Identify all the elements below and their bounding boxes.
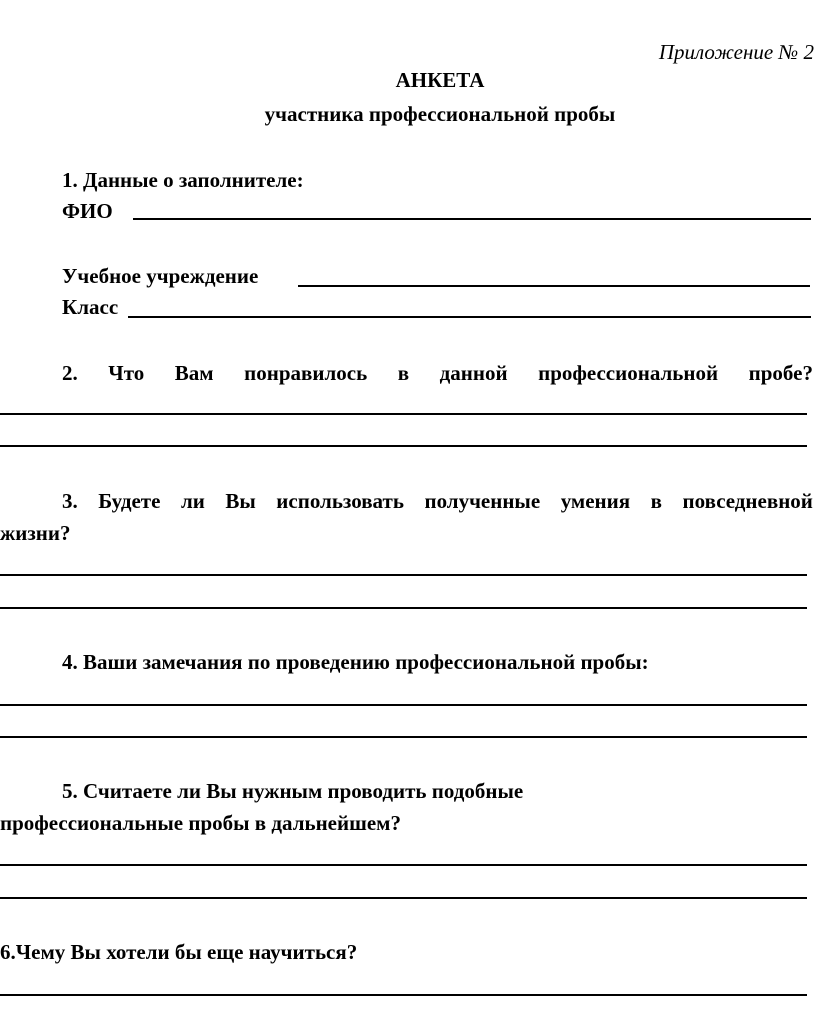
question-4: 4. Ваши замечания по проведению профессиональной пробы: — [62, 650, 649, 674]
q3-word: Вы — [225, 489, 256, 513]
question-3-line-2: жизни? — [0, 521, 71, 545]
q3-word: повседневной — [682, 489, 813, 513]
q3-answer-line[interactable] — [0, 574, 807, 576]
question-5-line-1: 5. Считаете ли Вы нужным проводить подобные — [62, 779, 524, 803]
q2-answer-line[interactable] — [0, 413, 807, 415]
q2-word: 2. — [62, 361, 78, 385]
q3-word: Будете — [98, 489, 161, 513]
fio-field-line[interactable] — [133, 218, 811, 220]
q5-answer-line[interactable] — [0, 864, 807, 866]
institution-label: Учебное учреждение — [62, 264, 259, 288]
q4-answer-line[interactable] — [0, 736, 807, 738]
q3-word: полученные — [424, 489, 541, 513]
class-label: Класс — [62, 295, 119, 319]
question-3 — [62, 491, 813, 512]
q2-word: данной — [439, 361, 508, 385]
q2-answer-line[interactable] — [0, 445, 807, 447]
question-2 — [62, 363, 813, 384]
q3-word: в — [650, 489, 662, 513]
class-field-line[interactable] — [128, 316, 811, 318]
q3-answer-line[interactable] — [0, 607, 807, 609]
q2-word: в — [397, 361, 410, 385]
q3-word: 3. — [62, 489, 78, 513]
question-5-line-2: профессиональные пробы в дальнейшем? — [0, 811, 401, 835]
q3-word: ли — [180, 489, 205, 513]
appendix-label: Приложение № 2 — [658, 40, 814, 64]
institution-field-line[interactable] — [298, 285, 810, 287]
form-title: АНКЕТА — [395, 68, 485, 92]
q6-answer-line[interactable] — [0, 994, 807, 996]
q3-word: использовать — [276, 489, 404, 513]
q2-word: Что — [108, 361, 145, 385]
q2-word: понравилось — [244, 361, 368, 385]
section-1-heading: 1. Данные о заполнителе: — [62, 168, 304, 192]
q2-word: пробе? — [748, 361, 813, 385]
q5-answer-line[interactable] — [0, 897, 807, 899]
form-subtitle: участника профессиональной пробы — [264, 102, 616, 126]
question-6: 6.Чему Вы хотели бы еще научиться? — [0, 940, 358, 964]
fio-label: ФИО — [62, 199, 113, 223]
q2-word: профессиональной — [538, 361, 719, 385]
q3-word: умения — [560, 489, 631, 513]
q2-word: Вам — [174, 361, 214, 385]
q4-answer-line[interactable] — [0, 704, 807, 706]
